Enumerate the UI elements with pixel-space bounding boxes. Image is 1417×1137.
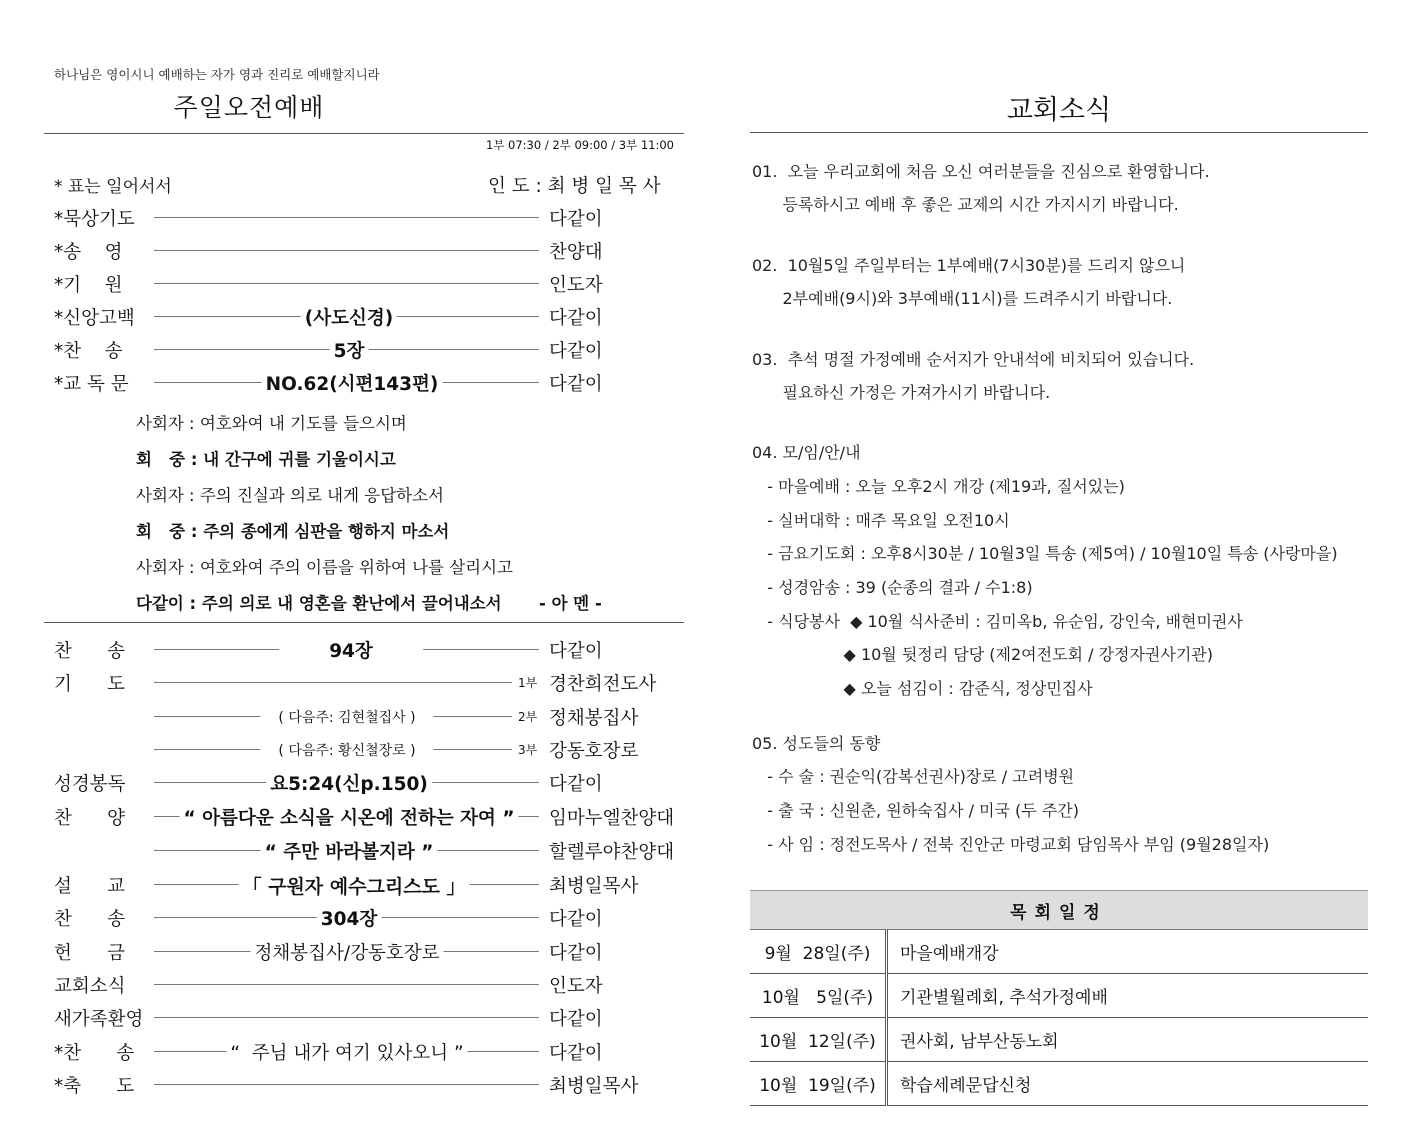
order-row: [44, 634, 684, 664]
table-row: [750, 930, 1368, 974]
notice-line: 2부예배(9시)와 3부예배(11시)를 드려주시기 바랍니다.: [752, 289, 1173, 308]
title-divider: [44, 133, 684, 134]
order-row: [44, 301, 684, 331]
order-label: 기 도: [54, 674, 126, 695]
schedule-date: 10월 12일(주): [750, 1018, 887, 1062]
order-item: ( 다음주: 황신철장로 ): [260, 740, 433, 760]
notice-line: ◆ 10월 뒷정리 담당 (제2여전도회 / 강정자권사기관): [752, 645, 1213, 664]
service-part: 3부: [518, 743, 538, 757]
order-label: *찬 송: [54, 341, 123, 362]
schedule-table: [750, 890, 1368, 1106]
notice-line: - 금요기도회 : 오후8시30분 / 10월3일 특송 (제5여) / 10월10일 특송 (사랑마을): [752, 544, 1338, 563]
order-row: [44, 202, 684, 232]
notice-line: - 실버대학 : 매주 목요일 오전10시: [752, 511, 1010, 530]
order-row: [44, 734, 684, 764]
order-item: 5장: [330, 337, 369, 363]
order-responder: 다같이: [549, 308, 603, 329]
order-responder: 다같이: [549, 641, 603, 662]
order-row: [44, 1002, 684, 1032]
order-row: [44, 367, 684, 397]
notice-line: - 성경암송 : 39 (순종의 결과 / 수1:8): [752, 578, 1033, 597]
order-item: “ 아름다운 소식을 시온에 전하는 자여 ”: [179, 804, 518, 830]
order-responder: 최병일목사: [549, 876, 639, 897]
dot-leader: [154, 682, 512, 683]
notice-line: 04. 모/임/안/내: [752, 443, 861, 462]
worship-order-page: [44, 60, 684, 1120]
order-responder: 인도자: [549, 275, 603, 296]
leader-name: 인 도 : 최 병 일 목 사: [488, 176, 661, 197]
table-row: [750, 1062, 1368, 1106]
order-item: ( 다음주: 김현철집사 ): [260, 707, 433, 727]
notice-line: - 수 술 : 권순익(감복선권사)장로 / 고려병원: [752, 767, 1075, 786]
order-row: [44, 969, 684, 999]
service-times: 1부 07:30 / 2부 09:00 / 3부 11:00: [485, 138, 674, 152]
order-label: 찬 송: [54, 909, 126, 930]
order-label: *축 도: [54, 1076, 135, 1097]
order-responder: 다같이: [549, 209, 603, 230]
order-label: 교회소식: [54, 976, 126, 997]
notice-line: - 출 국 : 신원춘, 원하숙집사 / 미국 (두 주간): [752, 801, 1079, 820]
order-item: 94장: [279, 637, 423, 663]
church-news-page: [750, 60, 1368, 1120]
order-item: (사도신경): [301, 304, 397, 330]
order-item: “ 주님 내가 여기 있사오니 ”: [226, 1039, 467, 1065]
sermon-title: 「 구원자 예수그리스도 」: [238, 872, 469, 899]
order-responder: 임마누엘찬양대: [549, 808, 675, 829]
order-row: [44, 1036, 684, 1066]
notice-line: 05. 성도들의 동향: [752, 734, 881, 753]
order-label: 설 교: [54, 876, 126, 897]
order-responder: 정채봉집사: [549, 708, 639, 729]
order-row: [44, 835, 684, 865]
order-responder: 인도자: [549, 976, 603, 997]
order-row: [44, 767, 684, 797]
order-label: 성경봉독: [54, 774, 126, 795]
order-label: 찬 송: [54, 641, 126, 662]
order-row: [44, 268, 684, 298]
notice-line: - 사 임 : 정전도목사 / 전북 진안군 마령교회 담임목사 부임 (9월28일자): [752, 835, 1270, 854]
order-item: 요5:24(신p.150): [266, 770, 432, 796]
stand-note: * 표는 일어서서: [54, 177, 172, 197]
order-responder: 다같이: [549, 374, 603, 395]
order-item: NO.62(시편143편): [262, 370, 443, 396]
responsive-line: 사회자 : 여호와여 내 기도를 들으시며: [136, 414, 407, 433]
order-row: [44, 667, 684, 697]
order-item: 304장: [317, 905, 382, 931]
table-row: [750, 974, 1368, 1018]
section-divider: [44, 622, 684, 623]
service-part: 1부: [518, 676, 538, 690]
schedule-date: 10월 19일(주): [750, 1062, 887, 1106]
order-label: *묵상기도: [54, 209, 135, 230]
responsive-line: 회 중 : 주의 종에게 심판을 행하지 마소서: [136, 522, 450, 541]
order-label: *송 영: [54, 242, 123, 263]
order-label: 찬 양: [54, 808, 126, 829]
order-label: 헌 금: [54, 943, 126, 964]
responsive-line: 사회자 : 여호와여 주의 이름을 위하여 나를 살리시고: [136, 558, 513, 577]
schedule-event: 학습세례문답신청: [887, 1062, 1369, 1106]
order-row: [44, 869, 684, 899]
order-label: *찬 송: [54, 1043, 135, 1064]
notice-line: ◆ 오늘 섬김이 : 감준식, 정상민집사: [752, 679, 1093, 698]
order-responder: 다같이: [549, 1009, 603, 1030]
page-title: 주일오전예배: [173, 93, 325, 122]
schedule-date: 10월 5일(주): [750, 974, 887, 1018]
order-row: [44, 801, 684, 831]
order-responder: 다같이: [549, 909, 603, 930]
order-responder: 다같이: [549, 341, 603, 362]
dot-leader: [154, 1017, 539, 1018]
order-item: 정채봉집사/강동호장로: [251, 939, 444, 965]
schedule-date: 9월 28일(주): [750, 930, 887, 974]
notice-line: 03. 추석 명절 가정예배 순서지가 안내석에 비치되어 있습니다.: [752, 350, 1195, 369]
notice-line: - 식당봉사 ◆ 10월 식사준비 : 김미옥b, 유순임, 강인숙, 배현미권사: [752, 612, 1243, 631]
order-label: *기 원: [54, 275, 123, 296]
order-row: [44, 902, 684, 932]
schedule-event: 권사회, 남부산동노회: [887, 1018, 1369, 1062]
notice-line: 등록하시고 예배 후 좋은 교제의 시간 가지시기 바랍니다.: [752, 195, 1179, 214]
notice-line: - 마을예배 : 오늘 오후2시 개강 (제19과, 질서있는): [752, 477, 1125, 496]
order-responder: 강동호장로: [549, 741, 639, 762]
order-row: [44, 936, 684, 966]
order-responder: 다같이: [549, 943, 603, 964]
notice-line: 필요하신 가정은 가져가시기 바랍니다.: [752, 383, 1051, 402]
notice-line: 02. 10월5일 주일부터는 1부예배(7시30분)를 드리지 않으니: [752, 256, 1186, 275]
dot-leader: [154, 1084, 539, 1085]
service-part: 2부: [518, 710, 538, 724]
dot-leader: [154, 984, 539, 985]
order-label: 새가족환영: [54, 1009, 144, 1030]
title-divider: [750, 132, 1368, 133]
dot-leader: [154, 283, 539, 284]
responsive-line: 사회자 : 주의 진실과 의로 내게 응답하소서: [136, 486, 444, 505]
order-responder: 다같이: [549, 774, 603, 795]
order-row: [44, 701, 684, 731]
schedule-event: 마을예배개강: [887, 930, 1369, 974]
news-title: 교회소식: [1006, 95, 1112, 126]
responsive-line: 회 중 : 내 간구에 귀를 기울이시고: [136, 450, 396, 469]
schedule-header: 목회일정: [750, 891, 1368, 930]
schedule-event: 기관별월례회, 추석가정예배: [887, 974, 1369, 1018]
responsive-line: 다같이 : 주의 의로 내 영혼을 환난에서 끌어내소서: [136, 594, 502, 613]
motto-verse: 하나님은 영이시니 예배하는 자가 영과 진리로 예배할지니라: [54, 67, 380, 82]
order-item: “ 주만 바라볼지라 ”: [261, 838, 438, 864]
order-row: [44, 334, 684, 364]
order-responder: 다같이: [549, 1043, 603, 1064]
order-label: *교 독 문: [54, 374, 129, 395]
order-responder: 최병일목사: [549, 1076, 639, 1097]
order-label: *신앙고백: [54, 308, 135, 329]
amen-text: - 아 멘 -: [539, 594, 602, 613]
order-responder: 할렐루야찬양대: [549, 842, 675, 863]
order-row: [44, 235, 684, 265]
notice-line: 01. 오늘 우리교회에 처음 오신 여러분들을 진심으로 환영합니다.: [752, 162, 1210, 181]
order-row: [44, 1069, 684, 1099]
dot-leader: [154, 217, 539, 218]
dot-leader: [154, 250, 539, 251]
order-responder: 찬양대: [549, 242, 603, 263]
table-row: [750, 1018, 1368, 1062]
order-responder: 경찬희전도사: [549, 674, 657, 695]
